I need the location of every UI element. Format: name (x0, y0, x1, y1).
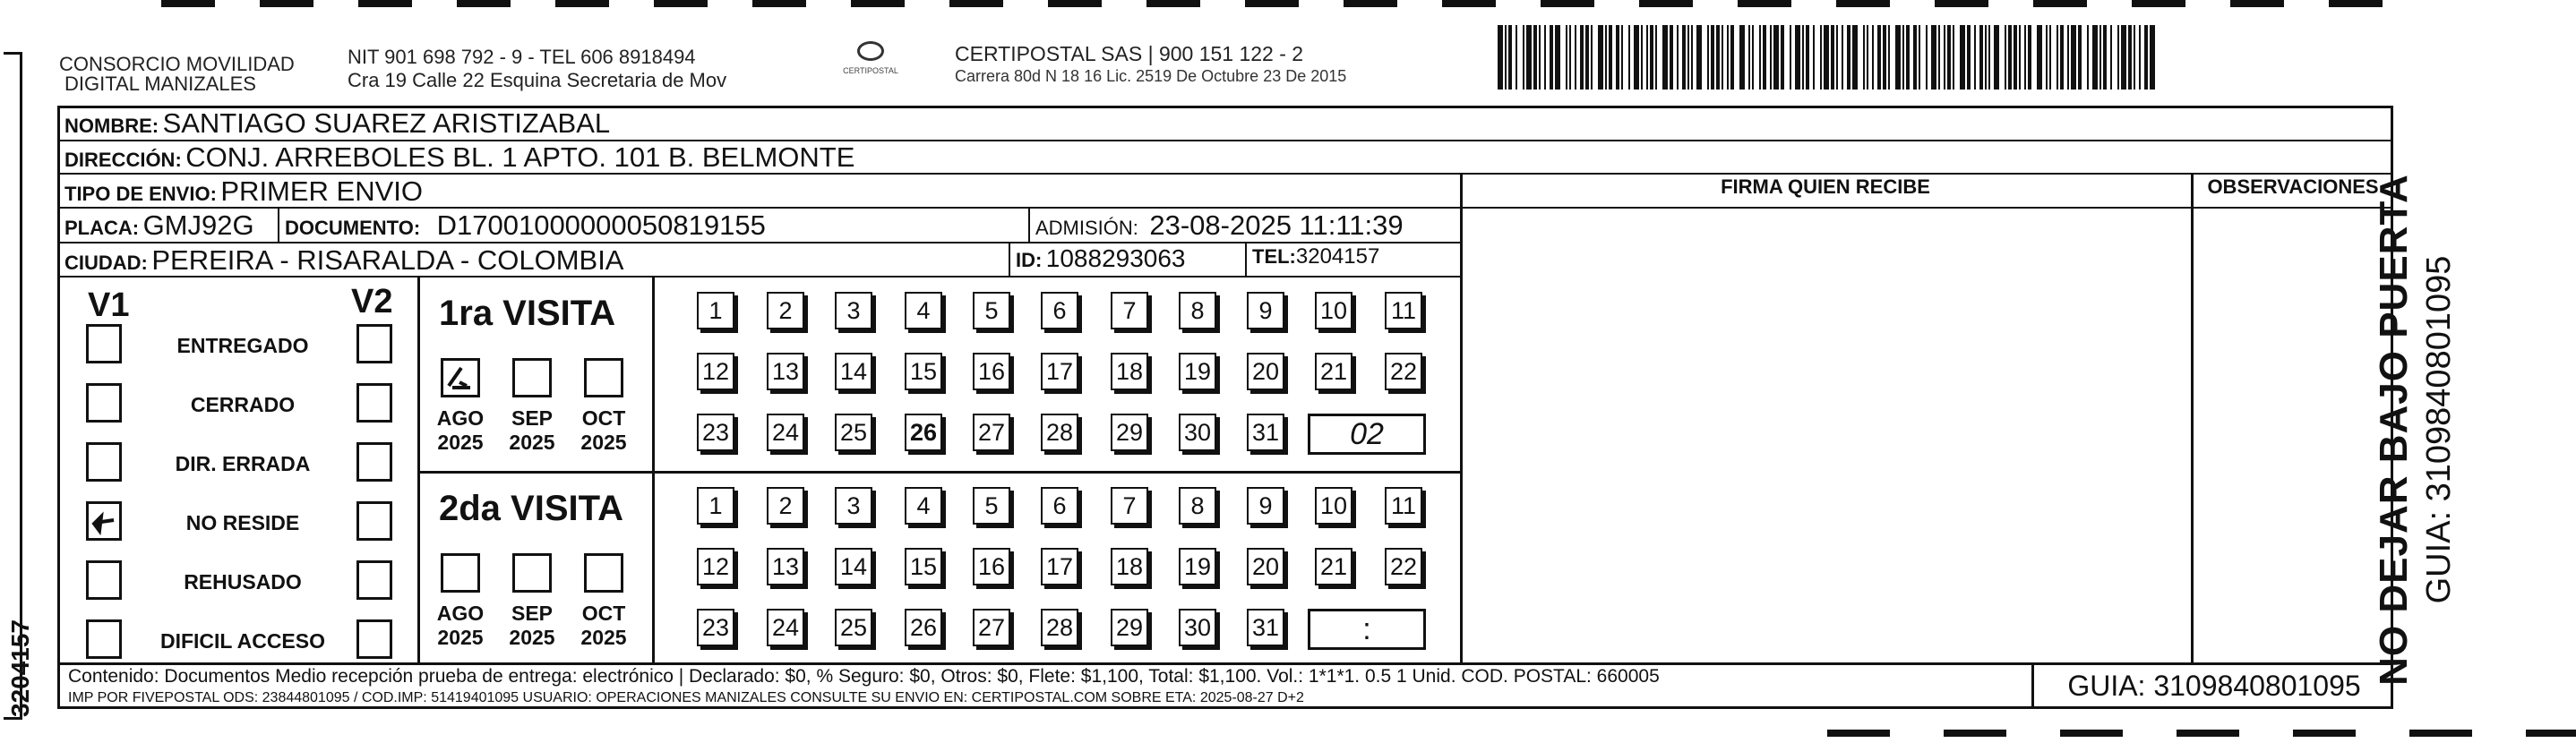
barcode-bar (2005, 25, 2006, 90)
barcode-bar (2037, 25, 2042, 90)
barcode-bar (1759, 25, 1761, 90)
day-box[interactable]: 26 (905, 609, 942, 646)
direccion-field (64, 141, 854, 174)
barcode-bar (1634, 25, 1639, 90)
day-box[interactable]: 22 (1385, 548, 1422, 585)
barcode-bar (1748, 25, 1750, 90)
barcode-bar (2128, 25, 2132, 90)
day-box[interactable]: 9 (1247, 292, 1284, 329)
barcode-bar (2008, 25, 2012, 90)
barcode-bar (1677, 25, 1679, 90)
barcode-bar (1974, 25, 1976, 90)
day-box[interactable]: 29 (1111, 609, 1148, 646)
barcode-bar (1730, 25, 1734, 90)
tel-divider (1245, 242, 1247, 276)
day-box[interactable]: 24 (767, 609, 804, 646)
month-name: SEP (511, 602, 554, 625)
barcode-bar (1616, 25, 1619, 90)
month-checkbox[interactable] (441, 358, 480, 397)
form-col-divider (1460, 173, 1463, 663)
barcode-bar (1781, 25, 1784, 90)
barcode (1498, 25, 2171, 90)
admision-label: ADMISIÓN: (1035, 217, 1138, 239)
barcode-bar (1575, 25, 1576, 90)
v1-checkbox[interactable] (86, 501, 122, 541)
barcode-bar (2144, 25, 2148, 90)
day-box[interactable]: 6 (1041, 487, 1078, 525)
barcode-bar (2103, 25, 2107, 90)
barcode-bar (2028, 25, 2031, 90)
barcode-bar (1687, 25, 1689, 90)
month-name: AGO (436, 602, 485, 625)
month-label (425, 602, 496, 650)
day-box[interactable]: 1 (697, 292, 734, 329)
left-margin-number: 3204157 (6, 619, 34, 717)
barcode-bar (1628, 25, 1630, 90)
barcode-bar (1877, 25, 1881, 90)
nit-line: NIT 901 698 792 - 9 - TEL 606 8918494 (348, 46, 696, 68)
barcode-bar (1569, 25, 1571, 90)
barcode-bar (1842, 25, 1843, 90)
company-line-1: CONSORCIO MOVILIDAD (59, 53, 295, 75)
day-box[interactable]: 8 (1179, 292, 1216, 329)
day-box[interactable]: 21 (1315, 353, 1352, 390)
day-box[interactable]: 20 (1247, 353, 1284, 390)
day-box[interactable]: 14 (835, 353, 872, 390)
v2-checkbox[interactable] (356, 383, 392, 423)
barcode-bar (2099, 25, 2101, 90)
footer-top-line (57, 662, 2393, 665)
barcode-bar (1953, 25, 1954, 90)
barcode-bar (1682, 25, 1686, 90)
day-box[interactable]: 12 (697, 353, 734, 390)
barcode-bar (1852, 25, 1858, 90)
nombre-label: NOMBRE: (64, 115, 159, 137)
company-address: Cra 19 Calle 22 Esquina Secretaria de Mov (348, 69, 727, 91)
day-box[interactable]: 16 (973, 353, 1010, 390)
v1-checkbox[interactable] (86, 442, 122, 482)
day-box[interactable]: 29 (1111, 414, 1148, 451)
month-label (568, 406, 640, 455)
barcode-bar (1960, 25, 1965, 90)
barcode-bar (1867, 25, 1868, 90)
barcode-bar (1696, 25, 1702, 90)
barcode-bar (1847, 25, 1850, 90)
day-box[interactable]: 26 (905, 414, 942, 451)
tel-field (1252, 244, 1379, 269)
day-box[interactable]: 21 (1315, 548, 1352, 585)
tel-label: TEL: (1252, 245, 1296, 268)
ciudad-label: CIUDAD: (64, 252, 148, 274)
month-year: 2025 (580, 431, 627, 454)
barcode-bar (1544, 25, 1546, 90)
logo-icon (857, 41, 884, 61)
day-box[interactable]: 23 (697, 609, 734, 646)
barcode-bar (1550, 25, 1553, 90)
barcode-bar (1722, 25, 1723, 90)
barcode-bar (1711, 25, 1714, 90)
id-field (1016, 244, 1186, 273)
barcode-bar (1752, 25, 1754, 90)
day-box[interactable]: 27 (973, 609, 1010, 646)
barcode-bar (1985, 25, 1987, 90)
month-year: 2025 (437, 431, 484, 454)
visit-title: 1ra VISITA (439, 294, 616, 333)
time-box[interactable]: 02 (1308, 414, 1426, 455)
barcode-bar (1670, 25, 1673, 90)
row-line-4 (57, 242, 1462, 243)
month-checkbox[interactable] (512, 358, 552, 397)
day-box[interactable]: 4 (905, 292, 942, 329)
day-box[interactable]: 1 (697, 487, 734, 525)
barcode-bar (1505, 25, 1507, 90)
month-label (425, 406, 496, 455)
barcode-bar (2134, 25, 2135, 90)
day-box[interactable]: 28 (1041, 609, 1078, 646)
barcode-bar (1621, 25, 1623, 90)
v2-header: V2 (351, 283, 393, 320)
barcode-bar (1806, 25, 1809, 90)
month-year: 2025 (580, 626, 627, 649)
tipo-envio-value: PRIMER ENVIO (220, 175, 424, 207)
month-checkbox[interactable] (584, 358, 623, 397)
barcode-bar (2150, 25, 2155, 90)
barcode-bar (1585, 25, 1589, 90)
month-checkbox[interactable] (441, 553, 480, 593)
status-option-label: DIFICIL ACCESO (159, 629, 325, 653)
carrier-address: Carrera 80d N 18 16 Lic. 2519 De Octubre 23 De 2015 (955, 67, 1347, 85)
barcode-bar (1883, 25, 1886, 90)
barcode-bar (1820, 25, 1822, 90)
barcode-bar (1691, 25, 1693, 90)
day-box[interactable]: 2 (767, 292, 804, 329)
v2-checkbox[interactable] (356, 324, 392, 363)
barcode-bar (1836, 25, 1838, 90)
admision-divider (1028, 207, 1030, 242)
documento-value: D17001000000050819155 (436, 209, 766, 241)
month-year: 2025 (437, 626, 484, 649)
barcode-bar (1790, 25, 1791, 90)
id-label: ID: (1016, 249, 1043, 271)
barcode-bar (1641, 25, 1643, 90)
month-name: OCT (581, 602, 626, 625)
placa-field (64, 209, 254, 242)
imp-line: IMP POR FIVEPOSTAL ODS: 23844801095 / COD.IMP: 51419401095 USUARIO: OPERACIONES MANIZALES CONSULTE SU ENVIO EN: CERTIPOSTAL.COM SOBRE ETA: 2025-08-27 D+2 (68, 690, 1304, 705)
month-label (496, 602, 568, 650)
day-box[interactable]: 22 (1385, 353, 1422, 390)
barcode-bar (2087, 25, 2089, 90)
day-box[interactable]: 19 (1179, 353, 1216, 390)
v2-checkbox[interactable] (356, 619, 392, 659)
day-box[interactable]: 10 (1315, 292, 1352, 329)
barcode-bar (1580, 25, 1584, 90)
barcode-bar (1944, 25, 1945, 90)
barcode-bar (1727, 25, 1729, 90)
day-box[interactable]: 28 (1041, 414, 1078, 451)
barcode-bar (1947, 25, 1951, 90)
barcode-bar (2110, 25, 2112, 90)
check-mark-icon (89, 504, 119, 538)
v1-checkbox[interactable] (86, 619, 122, 659)
month-checkbox[interactable] (512, 553, 552, 593)
direccion-label: DIRECCIÓN: (64, 149, 182, 171)
day-box[interactable]: 8 (1179, 487, 1216, 525)
top-edge-dark-strip (161, 0, 2418, 7)
barcode-bar (2067, 25, 2069, 90)
day-box[interactable]: 14 (835, 548, 872, 585)
barcode-bar (1994, 25, 1999, 90)
admision-value: 23-08-2025 11:11:39 (1149, 209, 1404, 241)
barcode-bar (1739, 25, 1745, 90)
day-box[interactable]: 13 (767, 353, 804, 390)
barcode-bar (2092, 25, 2098, 90)
footer-guia-divider (2031, 662, 2034, 709)
month-year: 2025 (509, 626, 555, 649)
day-box[interactable]: 10 (1315, 487, 1352, 525)
barcode-bar (1650, 25, 1653, 90)
day-box[interactable]: 17 (1041, 353, 1078, 390)
barcode-bar (1498, 25, 1503, 90)
barcode-bar (2060, 25, 2064, 90)
barcode-bar (1913, 25, 1917, 90)
barcode-bar (1813, 25, 1815, 90)
time-box[interactable]: : (1308, 609, 1426, 650)
nombre-value: SANTIAGO SUAREZ ARISTIZABAL (162, 107, 611, 139)
barcode-bar (1655, 25, 1657, 90)
side-text (2372, 116, 2479, 743)
day-box[interactable]: 4 (905, 487, 942, 525)
day-box[interactable]: 12 (697, 548, 734, 585)
barcode-bar (1926, 25, 1928, 90)
barcode-bar (1979, 25, 1983, 90)
month-name: OCT (581, 406, 626, 430)
carrier-line: CERTIPOSTAL SAS | 900 151 122 - 2 (955, 42, 1304, 65)
day-box[interactable]: 3 (835, 487, 872, 525)
obs-divider (2191, 173, 2194, 663)
status-option-label: DIR. ERRADA (175, 452, 311, 475)
barcode-bar (2049, 25, 2051, 90)
day-box[interactable]: 5 (973, 292, 1010, 329)
barcode-bar (1802, 25, 1804, 90)
barcode-bar (1863, 25, 1865, 90)
day-box[interactable]: 7 (1111, 487, 1148, 525)
day-box[interactable]: 25 (835, 609, 872, 646)
barcode-bar (1539, 25, 1541, 90)
barcode-bar (1526, 25, 1532, 90)
day-box[interactable]: 25 (835, 414, 872, 451)
barcode-bar (1906, 25, 1910, 90)
barcode-bar (2071, 25, 2076, 90)
check-mark-icon (443, 361, 477, 395)
barcode-bar (1773, 25, 1779, 90)
day-box[interactable]: 11 (1385, 292, 1422, 329)
day-box[interactable]: 3 (835, 292, 872, 329)
day-box[interactable]: 18 (1111, 548, 1148, 585)
day-box[interactable]: 7 (1111, 292, 1148, 329)
tipo-envio-label: TIPO DE ENVIO: (64, 183, 217, 205)
day-box[interactable]: 24 (767, 414, 804, 451)
barcode-bar (2121, 25, 2126, 90)
barcode-bar (2024, 25, 2026, 90)
day-box[interactable]: 27 (973, 414, 1010, 451)
barcode-bar (1888, 25, 1890, 90)
v2-checkbox[interactable] (356, 560, 392, 600)
id-divider (1009, 242, 1010, 276)
day-box[interactable]: 5 (973, 487, 1010, 525)
barcode-bar (1662, 25, 1668, 90)
barcode-bar (1523, 25, 1524, 90)
month-name: SEP (511, 406, 554, 430)
v1-checkbox[interactable] (86, 324, 122, 363)
barcode-bar (2117, 25, 2119, 90)
day-box[interactable]: 16 (973, 548, 1010, 585)
certipostal-logo (835, 41, 906, 88)
observaciones-header: OBSERVACIONES (2207, 175, 2379, 198)
barcode-bar (1938, 25, 1940, 90)
guia-box: GUIA: 3109840801095 (2067, 670, 2361, 702)
day-box[interactable]: 15 (905, 353, 942, 390)
status-option-label: CERRADO (190, 393, 296, 416)
day-box[interactable]: 19 (1179, 548, 1216, 585)
barcode-bar (1919, 25, 1920, 90)
barcode-bar (1716, 25, 1720, 90)
day-box[interactable]: 13 (767, 548, 804, 585)
barcode-bar (2139, 25, 2141, 90)
barcode-bar (1967, 25, 1971, 90)
barcode-bar (1872, 25, 1874, 90)
barcode-bar (1533, 25, 1537, 90)
barcode-bar (2057, 25, 2058, 90)
documento-label: DOCUMENTO: (285, 217, 421, 239)
day-box[interactable]: 30 (1179, 414, 1216, 451)
day-box[interactable]: 31 (1247, 609, 1284, 646)
barcode-bar (1988, 25, 1990, 90)
logo-text: CERTIPOSTAL (843, 66, 898, 75)
v1-checkbox[interactable] (86, 560, 122, 600)
barcode-bar (2014, 25, 2017, 90)
placa-value: GMJ92G (142, 209, 254, 241)
ciudad-field (64, 244, 623, 277)
visit-title: 2da VISITA (439, 489, 623, 528)
month-divider (652, 276, 655, 663)
day-box[interactable]: 11 (1385, 487, 1422, 525)
day-box[interactable]: 2 (767, 487, 804, 525)
month-name: AGO (436, 406, 485, 430)
v1-header: V1 (88, 286, 130, 324)
firma-header: FIRMA QUIEN RECIBE (1721, 175, 1930, 198)
day-box[interactable]: 30 (1179, 609, 1216, 646)
status-option-label: ENTREGADO (176, 334, 309, 357)
barcode-bar (1555, 25, 1560, 90)
admision-field (1035, 209, 1404, 242)
barcode-bar (1824, 25, 1829, 90)
placa-label: PLACA: (64, 217, 140, 239)
barcode-bar (1516, 25, 1517, 90)
v1-checkbox[interactable] (86, 383, 122, 423)
barcode-bar (1605, 25, 1607, 90)
barcode-bar (2078, 25, 2082, 90)
day-box[interactable]: 15 (905, 548, 942, 585)
company-line-2: DIGITAL MANIZALES (64, 73, 256, 95)
tipo-envio-field (64, 175, 423, 208)
day-box[interactable]: 6 (1041, 292, 1078, 329)
status-divider (417, 276, 420, 663)
barcode-bar (1895, 25, 1901, 90)
barcode-bar (2046, 25, 2048, 90)
barcode-bar (1591, 25, 1593, 90)
id-value: 1088293063 (1045, 244, 1186, 272)
documento-field (285, 209, 766, 242)
day-box[interactable]: 23 (697, 414, 734, 451)
contenido-line: Contenido: Documentos Medio recepción prueba de entrega: electrónico | Declarado: $0, % Seguro: $0, Otros: $0, Flete: $1,100, Total: $1,100. Vol.: 1*1*1. 0.5 1 Unid. COD. POSTAL: 660005 (68, 666, 1660, 687)
month-year: 2025 (509, 431, 555, 454)
barcode-bar (1609, 25, 1612, 90)
placa-divider (278, 207, 279, 242)
barcode-bar (1566, 25, 1567, 90)
barcode-bar (1770, 25, 1772, 90)
bottom-edge-marks (1827, 730, 2576, 737)
barcode-bar (1707, 25, 1709, 90)
day-box[interactable]: 17 (1041, 548, 1078, 585)
no-dejar-warning: NO DEJAR BAJO PUERTA (2372, 174, 2416, 686)
month-label (568, 602, 640, 650)
v2-checkbox[interactable] (356, 501, 392, 541)
month-checkbox[interactable] (584, 553, 623, 593)
day-box[interactable]: 31 (1247, 414, 1284, 451)
day-box[interactable]: 9 (1247, 487, 1284, 525)
ciudad-value: PEREIRA - RISARALDA - COLOMBIA (151, 244, 624, 276)
day-box[interactable]: 18 (1111, 353, 1148, 390)
nombre-field (64, 107, 610, 140)
barcode-bar (1831, 25, 1834, 90)
v2-checkbox[interactable] (356, 442, 392, 482)
barcode-bar (1763, 25, 1766, 90)
barcode-bar (1795, 25, 1800, 90)
status-option-label: REHUSADO (184, 570, 302, 594)
visit-divider (417, 471, 1462, 474)
barcode-bar (1598, 25, 1603, 90)
month-label (496, 406, 568, 455)
status-option-label: NO RESIDE (185, 511, 300, 534)
barcode-bar (1902, 25, 1904, 90)
barcode-bar (1646, 25, 1648, 90)
day-box[interactable]: 20 (1247, 548, 1284, 585)
side-guia: GUIA: 3109840801095 (2420, 255, 2458, 604)
barcode-bar (2019, 25, 2021, 90)
barcode-bar (1508, 25, 1512, 90)
direccion-value: CONJ. ARREBOLES BL. 1 APTO. 101 B. BELMONTE (185, 141, 855, 173)
barcode-bar (1931, 25, 1936, 90)
tel-value: 3204157 (1295, 244, 1380, 269)
